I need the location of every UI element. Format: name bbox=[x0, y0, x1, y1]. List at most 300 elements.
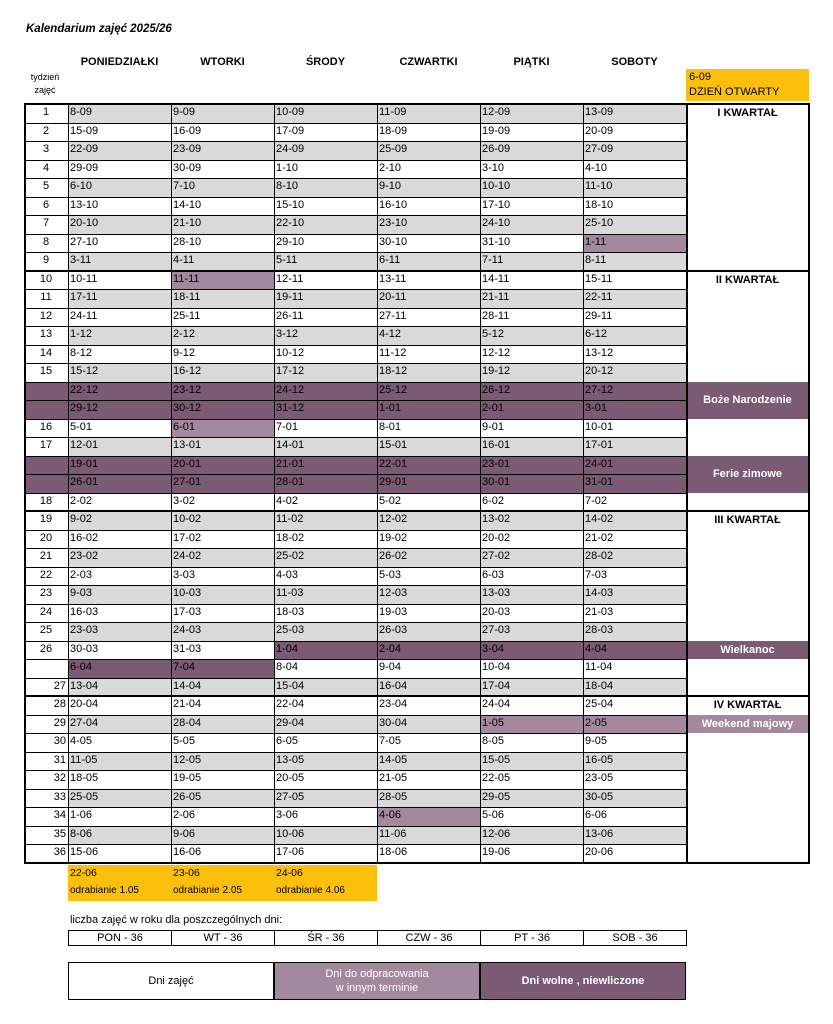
legend-label: Dni do odpracowania w innym terminie bbox=[325, 968, 429, 994]
date-cell: 9-10 bbox=[377, 178, 480, 197]
date-cell: 8-04 bbox=[276, 661, 299, 673]
table-row bbox=[24, 567, 809, 585]
grid-line bbox=[686, 104, 688, 863]
winter-break-label: Ferie zimowe bbox=[686, 456, 809, 493]
table-row bbox=[24, 826, 809, 844]
date-cell: 22-01 bbox=[377, 456, 480, 475]
christmas-break-label: Boże Narodzenie bbox=[686, 382, 809, 419]
date-cell: 19-05 bbox=[173, 772, 202, 784]
grid-line bbox=[24, 474, 686, 475]
date-cell: 5-11 bbox=[274, 252, 377, 271]
date-cell: 4-03 bbox=[276, 568, 299, 581]
grid-line bbox=[24, 103, 810, 105]
date-cell: 25-02 bbox=[274, 548, 377, 567]
date-cell: 9-03 bbox=[68, 585, 171, 604]
makeup-date: 23-06 bbox=[173, 866, 200, 879]
date-cell: 17-02 bbox=[173, 531, 202, 544]
grid-line bbox=[24, 622, 686, 623]
grid-line bbox=[24, 437, 686, 438]
date-cell: 16-03 bbox=[70, 605, 99, 618]
grid-line bbox=[24, 862, 810, 864]
grid-line bbox=[24, 493, 686, 494]
date-cell: 23-03 bbox=[68, 622, 171, 641]
date-cell: 30-10 bbox=[379, 235, 408, 248]
count-cell: WT - 36 bbox=[171, 930, 275, 946]
grid-line bbox=[171, 104, 172, 863]
date-cell: 11-06 bbox=[377, 826, 480, 845]
grid-line bbox=[24, 178, 686, 179]
open-day-note bbox=[686, 69, 809, 101]
date-cell: 14-05 bbox=[377, 752, 480, 771]
grid-line bbox=[24, 252, 686, 253]
date-cell: 6-04 bbox=[68, 659, 171, 678]
week-number: 26 bbox=[39, 642, 53, 655]
week-number: 35 bbox=[53, 827, 66, 840]
grid-line bbox=[24, 308, 686, 309]
date-cell: 24-04 bbox=[482, 698, 511, 710]
date-cell: 2-04 bbox=[377, 641, 480, 660]
date-cell: 24-10 bbox=[480, 215, 583, 234]
date-cell: 20-03 bbox=[482, 605, 511, 618]
date-cell: 10-12 bbox=[276, 346, 305, 359]
week-number: 20 bbox=[39, 531, 53, 544]
date-cell: 6-02 bbox=[482, 494, 505, 507]
date-cell: 15-05 bbox=[480, 752, 583, 771]
date-cell: 24-03 bbox=[171, 622, 274, 641]
date-cell: 27-03 bbox=[480, 622, 583, 641]
date-cell: 29-10 bbox=[276, 235, 305, 248]
date-cell: 7-02 bbox=[585, 494, 608, 507]
date-cell: 1-04 bbox=[274, 641, 377, 660]
period-label: II KWARTAŁ bbox=[715, 273, 780, 286]
week-number bbox=[24, 456, 68, 475]
date-cell: 7-05 bbox=[379, 735, 402, 747]
date-cell: 29-05 bbox=[480, 789, 583, 808]
date-cell: 20-04 bbox=[70, 698, 99, 710]
week-number: 22 bbox=[39, 568, 53, 581]
week-number: 13 bbox=[39, 328, 53, 340]
table-row bbox=[24, 419, 809, 437]
date-cell: 27-10 bbox=[70, 235, 99, 248]
week-number: 25 bbox=[39, 624, 53, 636]
date-cell: 31-03 bbox=[173, 642, 202, 655]
table-row bbox=[24, 234, 809, 252]
date-cell: 20-11 bbox=[377, 289, 480, 308]
date-cell: 17-11 bbox=[68, 289, 171, 308]
period-label: IV KWARTAŁ bbox=[713, 699, 782, 711]
date-cell: 11-02 bbox=[274, 511, 377, 530]
date-cell: 9-06 bbox=[171, 826, 274, 845]
date-cell: 6-06 bbox=[585, 809, 608, 821]
week-number: 33 bbox=[53, 790, 66, 803]
date-cell: 9-05 bbox=[585, 735, 608, 747]
date-cell: 23-09 bbox=[171, 141, 274, 160]
table-row bbox=[24, 752, 809, 770]
date-cell: 8-10 bbox=[274, 178, 377, 197]
date-cell: 7-10 bbox=[171, 178, 274, 197]
count-cell: PON - 36 bbox=[68, 930, 172, 946]
grid-line bbox=[480, 104, 481, 863]
date-cell: 18-12 bbox=[377, 363, 480, 382]
date-cell: 2-03 bbox=[70, 568, 93, 581]
grid-line bbox=[274, 104, 275, 863]
date-cell: 27-09 bbox=[583, 141, 686, 160]
date-cell: 26-02 bbox=[377, 548, 480, 567]
grid-line bbox=[24, 326, 686, 327]
table-row bbox=[24, 308, 809, 326]
makeup-date: 22-06 bbox=[70, 866, 97, 879]
date-cell: 12-02 bbox=[377, 511, 480, 530]
date-cell: 12-03 bbox=[377, 585, 480, 604]
date-cell: 14-02 bbox=[583, 511, 686, 530]
date-cell: 26-01 bbox=[68, 474, 171, 493]
table-row bbox=[24, 326, 809, 344]
grid-line bbox=[24, 123, 686, 124]
week-number bbox=[24, 474, 68, 493]
week-number: 29 bbox=[53, 716, 66, 729]
grid-line bbox=[808, 104, 810, 863]
date-cell: 28-10 bbox=[173, 235, 202, 248]
date-cell: 24-09 bbox=[274, 141, 377, 160]
date-cell: 29-09 bbox=[70, 161, 99, 174]
date-cell: 18-09 bbox=[379, 124, 408, 137]
date-cell: 19-06 bbox=[482, 846, 511, 858]
date-cell: 1-10 bbox=[276, 161, 299, 174]
table-row bbox=[24, 807, 809, 825]
date-cell: 9-12 bbox=[173, 346, 196, 359]
week-number: 32 bbox=[53, 772, 66, 784]
day-header: PONIEDZIAŁKI bbox=[80, 56, 159, 68]
date-cell: 12-06 bbox=[480, 826, 583, 845]
grid-line bbox=[24, 770, 686, 771]
date-cell: 22-09 bbox=[68, 141, 171, 160]
date-cell: 17-03 bbox=[173, 605, 202, 618]
table-row bbox=[24, 733, 809, 751]
date-cell: 9-09 bbox=[171, 104, 274, 123]
date-cell: 22-04 bbox=[276, 698, 305, 710]
week-number: 30 bbox=[53, 735, 66, 747]
date-cell: 22-05 bbox=[482, 772, 511, 784]
week-number: 5 bbox=[42, 180, 50, 192]
grid-line bbox=[24, 141, 686, 142]
date-cell: 17-12 bbox=[274, 363, 377, 382]
grid-line bbox=[24, 678, 686, 679]
makeup-note: odrabianie 4.06 bbox=[276, 884, 345, 896]
date-cell: 6-12 bbox=[583, 326, 686, 345]
date-cell: 3-01 bbox=[583, 400, 686, 419]
date-cell: 8-01 bbox=[379, 420, 402, 433]
date-cell: 21-04 bbox=[173, 698, 202, 710]
date-cell: 16-06 bbox=[173, 846, 202, 858]
date-cell: 6-01 bbox=[171, 419, 274, 438]
date-cell: 21-02 bbox=[585, 531, 614, 544]
day-header: WTORKI bbox=[200, 56, 245, 68]
grid-line bbox=[24, 567, 686, 568]
date-cell: 19-03 bbox=[379, 605, 408, 618]
date-cell: 11-11 bbox=[171, 271, 274, 290]
date-cell: 11-10 bbox=[583, 178, 686, 197]
date-cell: 17-01 bbox=[583, 437, 686, 456]
date-cell: 1-06 bbox=[70, 809, 93, 821]
week-number: 8 bbox=[42, 235, 50, 248]
date-cell: 4-05 bbox=[70, 735, 93, 747]
date-cell: 29-04 bbox=[274, 715, 377, 734]
week-number: 10 bbox=[39, 272, 53, 285]
date-cell: 20-09 bbox=[585, 124, 614, 137]
date-cell: 16-05 bbox=[583, 752, 686, 771]
date-cell: 2-06 bbox=[173, 809, 196, 821]
date-cell: 20-10 bbox=[68, 215, 171, 234]
makeup-note: odrabianie 1.05 bbox=[70, 884, 139, 896]
date-cell: 30-03 bbox=[70, 642, 99, 655]
date-cell: 21-11 bbox=[480, 289, 583, 308]
date-cell: 30-04 bbox=[377, 715, 480, 734]
date-cell: 28-03 bbox=[583, 622, 686, 641]
date-cell: 20-05 bbox=[276, 772, 305, 784]
table-row bbox=[24, 548, 809, 566]
date-cell: 22-12 bbox=[68, 382, 171, 401]
date-cell: 1-01 bbox=[377, 400, 480, 419]
grid-line bbox=[24, 844, 686, 845]
week-label-line-1: tydzień bbox=[30, 72, 60, 82]
date-cell: 13-01 bbox=[171, 437, 274, 456]
date-cell: 10-09 bbox=[274, 104, 377, 123]
date-cell: 10-10 bbox=[480, 178, 583, 197]
date-cell: 26-09 bbox=[480, 141, 583, 160]
legend-item bbox=[480, 962, 686, 1000]
date-cell: 18-10 bbox=[585, 198, 614, 211]
count-cell: PT - 36 bbox=[480, 930, 584, 946]
date-cell: 10-11 bbox=[70, 272, 98, 285]
date-cell: 27-05 bbox=[274, 789, 377, 808]
date-cell: 16-10 bbox=[379, 198, 408, 211]
date-cell: 30-09 bbox=[173, 161, 202, 174]
date-cell: 28-02 bbox=[583, 548, 686, 567]
grid-line bbox=[24, 789, 686, 790]
date-cell: 23-05 bbox=[585, 772, 614, 784]
grid-line bbox=[24, 695, 810, 697]
table-row bbox=[24, 123, 809, 141]
date-cell: 29-01 bbox=[377, 474, 480, 493]
date-cell: 21-10 bbox=[171, 215, 274, 234]
table-row bbox=[24, 622, 809, 640]
date-cell: 13-05 bbox=[274, 752, 377, 771]
makeup-day bbox=[274, 865, 377, 901]
date-cell: 3-04 bbox=[480, 641, 583, 660]
date-cell: 23-04 bbox=[379, 698, 408, 710]
week-label-line-2: zajęć bbox=[34, 85, 56, 95]
date-cell: 16-09 bbox=[173, 124, 202, 137]
week-number: 12 bbox=[39, 309, 53, 322]
date-cell: 26-11 bbox=[276, 309, 304, 322]
week-number: 36 bbox=[53, 846, 66, 858]
date-cell: 19-09 bbox=[482, 124, 511, 137]
table-row bbox=[24, 530, 809, 548]
week-number: 1 bbox=[42, 106, 50, 118]
grid-line bbox=[24, 345, 686, 346]
grid-line bbox=[24, 197, 686, 198]
date-cell: 19-02 bbox=[379, 531, 408, 544]
date-cell: 22-10 bbox=[274, 215, 377, 234]
table-row bbox=[24, 604, 809, 622]
grid-line bbox=[24, 548, 686, 549]
grid-line bbox=[68, 104, 69, 863]
grid-line bbox=[24, 400, 686, 401]
grid-line bbox=[24, 530, 686, 531]
grid-line bbox=[583, 104, 584, 863]
makeup-day bbox=[68, 865, 171, 901]
week-number: 3 bbox=[42, 143, 50, 155]
date-cell: 17-06 bbox=[276, 846, 305, 858]
date-cell: 8-12 bbox=[70, 346, 93, 359]
day-header: SOBOTY bbox=[611, 56, 658, 68]
date-cell: 3-02 bbox=[173, 494, 196, 507]
date-cell: 25-03 bbox=[274, 622, 377, 641]
date-cell: 15-04 bbox=[274, 678, 377, 697]
date-cell: 2-10 bbox=[379, 161, 402, 174]
grid-line bbox=[24, 659, 686, 660]
grid-line bbox=[24, 641, 686, 642]
date-cell: 3-03 bbox=[173, 568, 196, 581]
date-cell: 25-10 bbox=[583, 215, 686, 234]
week-number: 28 bbox=[53, 698, 66, 710]
date-cell: 13-09 bbox=[583, 104, 686, 123]
date-cell: 2-12 bbox=[171, 326, 274, 345]
date-cell: 23-02 bbox=[68, 548, 171, 567]
table-row bbox=[24, 141, 809, 159]
date-cell: 10-03 bbox=[171, 585, 274, 604]
grid-line bbox=[24, 234, 686, 235]
legend-item bbox=[274, 962, 480, 1000]
date-cell: 14-03 bbox=[583, 585, 686, 604]
grid-line bbox=[24, 585, 686, 586]
table-row bbox=[24, 770, 809, 788]
date-cell: 26-03 bbox=[377, 622, 480, 641]
date-cell: 19-12 bbox=[480, 363, 583, 382]
date-cell: 24-01 bbox=[583, 456, 686, 475]
count-cell: CZW - 36 bbox=[377, 930, 481, 946]
date-cell: 17-10 bbox=[482, 198, 511, 211]
date-cell: 16-04 bbox=[377, 678, 480, 697]
date-cell: 18-05 bbox=[70, 772, 99, 784]
date-cell: 30-01 bbox=[480, 474, 583, 493]
date-cell: 31-10 bbox=[482, 235, 511, 248]
week-number: 31 bbox=[53, 753, 66, 766]
date-cell: 28-04 bbox=[171, 715, 274, 734]
open-day-label: DZIEŃ OTWARTY bbox=[689, 86, 780, 98]
date-cell: 12-12 bbox=[482, 346, 511, 359]
grid-line bbox=[24, 826, 686, 827]
date-cell: 14-04 bbox=[171, 678, 274, 697]
date-cell: 25-12 bbox=[377, 382, 480, 401]
date-cell: 7-04 bbox=[171, 659, 274, 678]
period-label: Weekend majowy bbox=[686, 715, 809, 734]
date-cell: 2-05 bbox=[583, 715, 686, 734]
date-cell: 7-03 bbox=[585, 568, 608, 581]
table-row bbox=[24, 789, 809, 807]
date-cell: 19-11 bbox=[274, 289, 377, 308]
grid-line bbox=[24, 510, 810, 512]
date-cell: 1-12 bbox=[68, 326, 171, 345]
date-cell: 11-09 bbox=[377, 104, 480, 123]
date-cell: 3-11 bbox=[68, 252, 171, 271]
date-cell: 30-12 bbox=[171, 400, 274, 419]
date-cell: 5-01 bbox=[70, 420, 93, 433]
date-cell: 20-02 bbox=[482, 531, 511, 544]
date-cell: 10-04 bbox=[482, 661, 511, 673]
week-number: 23 bbox=[39, 587, 53, 599]
date-cell: 13-10 bbox=[70, 198, 99, 211]
date-cell: 11-12 bbox=[379, 346, 407, 359]
grid-line bbox=[24, 807, 686, 808]
day-header: PIĄTKI bbox=[513, 56, 550, 68]
grid-line bbox=[24, 215, 686, 216]
date-cell: 27-12 bbox=[583, 382, 686, 401]
table-row bbox=[24, 215, 809, 233]
week-number: 21 bbox=[39, 550, 53, 562]
date-cell: 25-05 bbox=[68, 789, 171, 808]
grid-line bbox=[24, 752, 686, 753]
week-number bbox=[24, 659, 68, 678]
date-cell: 26-12 bbox=[480, 382, 583, 401]
grid-line bbox=[24, 160, 686, 161]
date-cell: 15-01 bbox=[377, 437, 480, 456]
makeup-day bbox=[171, 865, 274, 901]
week-number: 4 bbox=[42, 161, 50, 174]
date-cell: 16-01 bbox=[480, 437, 583, 456]
grid-line bbox=[24, 419, 686, 420]
week-number: 34 bbox=[53, 809, 66, 821]
date-cell: 17-09 bbox=[276, 124, 305, 137]
date-cell: 20-06 bbox=[585, 846, 614, 858]
date-cell: 15-06 bbox=[70, 846, 99, 858]
table-row bbox=[24, 160, 809, 178]
date-cell: 30-05 bbox=[583, 789, 686, 808]
date-cell: 4-02 bbox=[276, 494, 299, 507]
table-row bbox=[24, 678, 809, 696]
date-cell: 31-12 bbox=[274, 400, 377, 419]
date-cell: 23-10 bbox=[377, 215, 480, 234]
week-number: 18 bbox=[39, 494, 53, 507]
week-number: 19 bbox=[39, 513, 53, 525]
date-cell: 26-05 bbox=[171, 789, 274, 808]
week-number bbox=[24, 400, 68, 419]
grid-line bbox=[24, 382, 686, 383]
date-cell: 3-10 bbox=[482, 161, 505, 174]
date-cell: 10-06 bbox=[274, 826, 377, 845]
date-cell: 4-06 bbox=[377, 807, 480, 826]
date-cell: 9-02 bbox=[68, 511, 171, 530]
date-cell: 6-05 bbox=[276, 735, 299, 747]
date-cell: 2-02 bbox=[70, 494, 93, 507]
period-label: III KWARTAŁ bbox=[714, 514, 781, 526]
date-cell: 1-11 bbox=[583, 234, 686, 253]
date-cell: 27-04 bbox=[68, 715, 171, 734]
date-cell: 14-01 bbox=[274, 437, 377, 456]
date-cell: 28-11 bbox=[482, 309, 510, 322]
date-cell: 20-01 bbox=[171, 456, 274, 475]
date-cell: 2-01 bbox=[480, 400, 583, 419]
date-cell: 3-12 bbox=[274, 326, 377, 345]
date-cell: 11-04 bbox=[585, 661, 613, 673]
grid-line bbox=[24, 733, 686, 734]
date-cell: 28-05 bbox=[377, 789, 480, 808]
grid-line bbox=[377, 104, 378, 863]
period-label: I KWARTAŁ bbox=[717, 107, 778, 119]
date-cell: 13-02 bbox=[480, 511, 583, 530]
date-cell: 3-06 bbox=[276, 809, 299, 821]
day-header: CZWARTKI bbox=[399, 56, 458, 68]
